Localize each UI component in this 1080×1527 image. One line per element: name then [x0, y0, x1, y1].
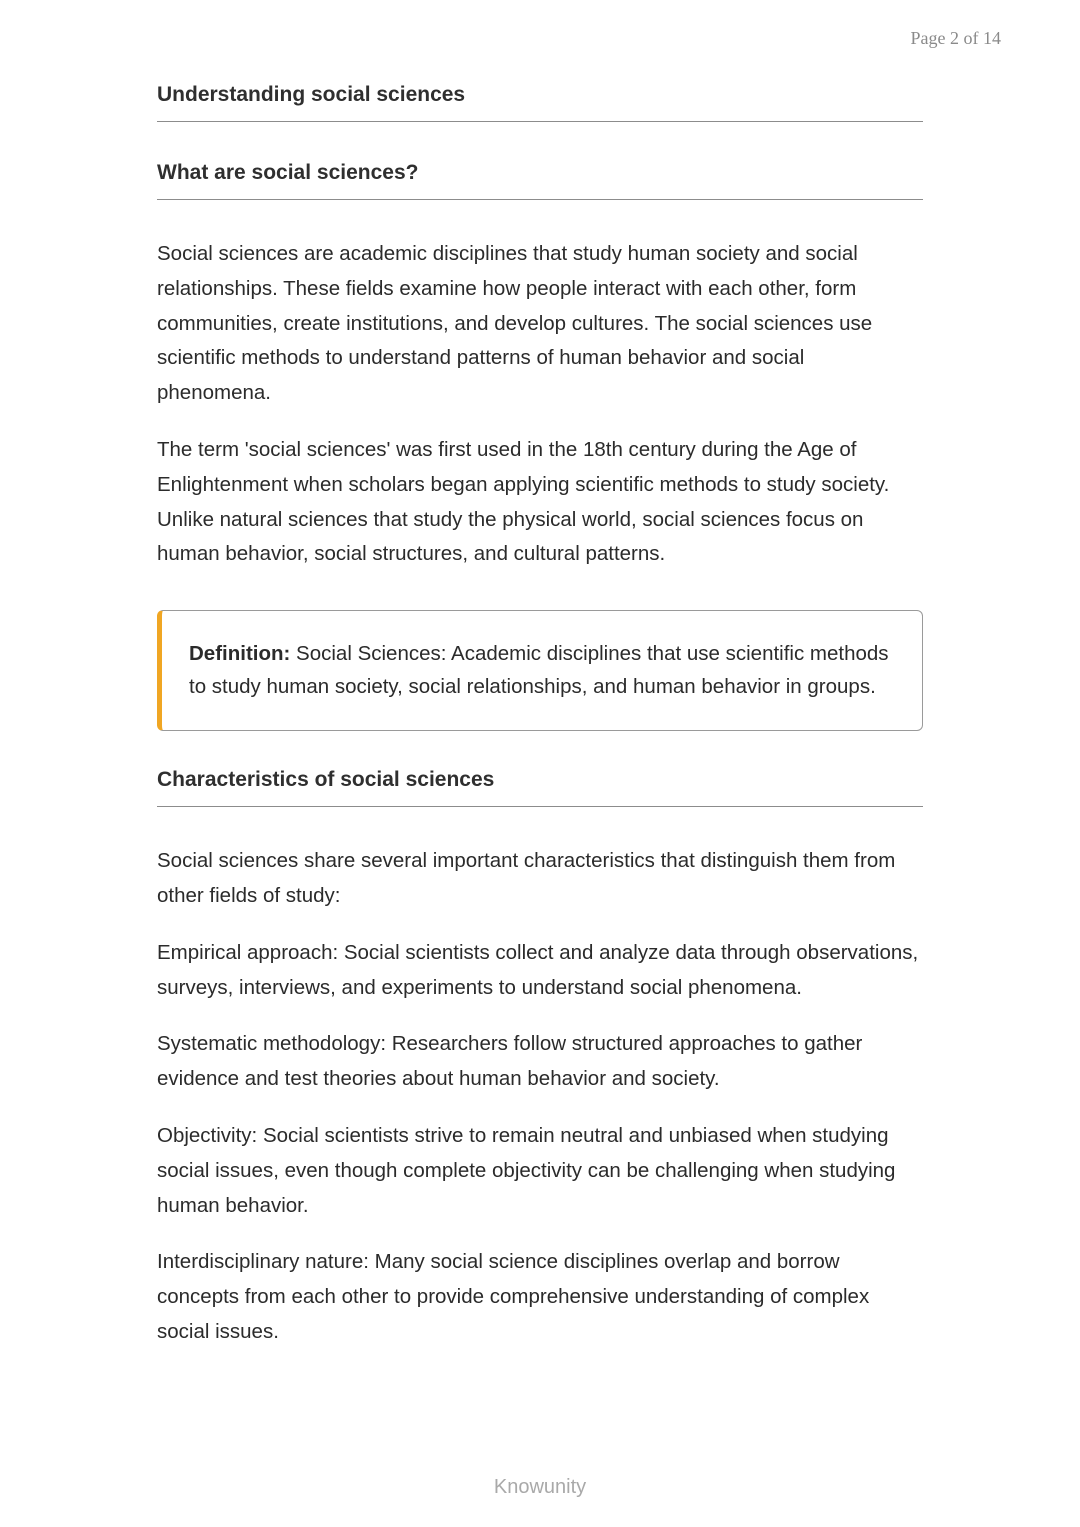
- characteristics-paragraph: Empirical approach: Social scientists collect and analyze data through observations, surveys, interviews, and experiments to understand social phenomena.: [157, 940, 919, 999]
- characteristics-paragraph: Objectivity: Social scientists strive to remain neutral and unbiased when studying social issues, even though complete objectivity can be challenging when studying human behavior.: [157, 1123, 896, 1217]
- characteristics-paragraph: Systematic methodology: Researchers follow structured approaches to gather evidence and test theories about human behavior and society.: [157, 1032, 863, 1091]
- characteristics-paragraph: Interdisciplinary nature: Many social science disciplines overlap and borrow concepts from each other to provide comprehensive understanding of complex social issues.: [157, 1250, 870, 1343]
- definition-text: Social Sciences: Academic disciplines that use scientific methods to study human society, social relationships, and human behavior in groups.: [189, 642, 889, 699]
- intro-paragraph: Social sciences are academic disciplines that study human society and social relationships. These fields examine how people interact with each other, form communities, create institutions, and develop cultures. The social sciences use scientific methods to understand patterns of human behavior and social phenomena.: [157, 242, 873, 405]
- document-content: [157, 82, 923, 1372]
- section-heading-main: Understanding social sciences: [157, 82, 923, 122]
- definition-label: Definition:: [189, 642, 291, 666]
- page-number: Page 2 of 14: [910, 28, 1001, 48]
- definition-callout: [157, 610, 923, 731]
- section-heading-characteristics: Characteristics of social sciences: [157, 767, 923, 807]
- section-heading-what-are: What are social sciences?: [157, 160, 923, 200]
- intro-paragraph: The term 'social sciences' was first used in the 18th century during the Age of Enlightenment when scholars began applying scientific methods to study society. Unlike natural sciences that study the physical world, social sciences focus on human behavior, social structures, and cultural patterns.: [157, 437, 890, 566]
- footer-brand: Knowunity: [493, 1476, 587, 1498]
- characteristics-paragraph: Social sciences share several important characteristics that distinguish them from other fields of study:: [157, 849, 896, 907]
